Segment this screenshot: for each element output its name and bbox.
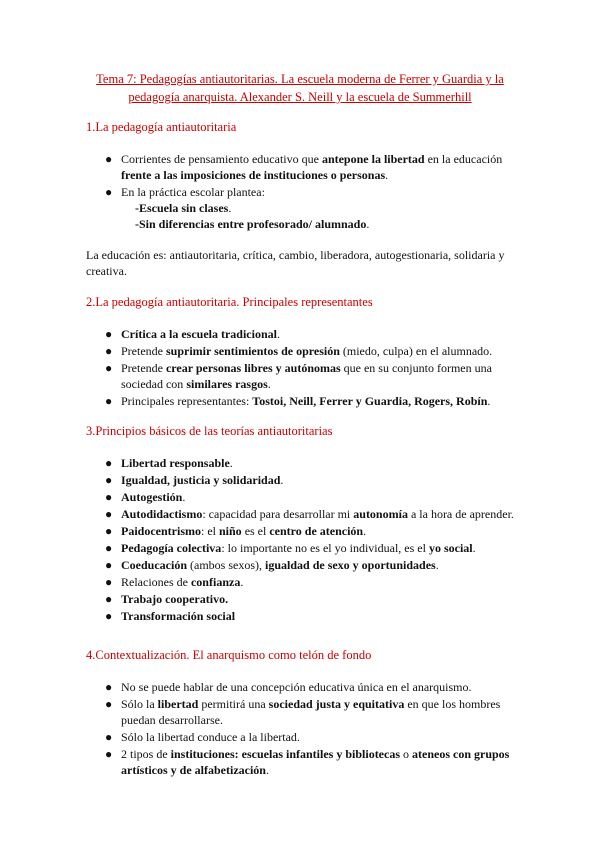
sub-item: -Sin diferencias entre profesorado/ alumnado.: [135, 217, 370, 231]
list-item: ● Autogestión.: [105, 490, 186, 504]
section-1-list: [86, 151, 526, 233]
bullet-icon: ●: [105, 394, 113, 408]
bullet-icon: ●: [105, 747, 113, 761]
list-item: ● Coeducación (ambos sexos), igualdad de sexo y oportunidades.: [105, 558, 439, 572]
list-item: ● Libertad responsable.: [105, 456, 233, 470]
bullet-icon: ●: [105, 558, 113, 572]
document-title: Tema 7: Pedagogías antiautoritarias. La escuela moderna de Ferrer y Guardia y la pedagogía anarquista. Alexander S. Neill y la escuela de Summerhill: [96, 72, 504, 104]
section-4-heading: 4.Contextualización. El anarquismo como telón de fondo: [86, 648, 372, 662]
list-item: ● Transformación social: [105, 609, 236, 623]
section-3-heading: 3.Principios básicos de las teorías antiautoritarias: [86, 424, 333, 438]
list-item: ● Corrientes de pensamiento educativo que antepone la libertad en la educación frente a las imposiciones de instituciones o personas.: [105, 152, 503, 182]
bullet-icon: ●: [105, 507, 113, 521]
bullet-icon: ●: [105, 680, 113, 694]
list-item: ● Pretende suprimir sentimientos de opresión (miedo, culpa) en el alumnado.: [105, 344, 493, 358]
list-item: ● En la práctica escolar plantea: -Escuela sin clases. -Sin diferencias entre profesorado/ alumnado.: [86, 184, 526, 232]
bullet-icon: ●: [105, 490, 113, 504]
list-item: ● Crítica a la escuela tradicional.: [105, 327, 280, 341]
section-2-heading: 2.La pedagogía antiautoritaria. Principales representantes: [86, 295, 373, 309]
sub-item: -Escuela sin clases.: [135, 201, 232, 215]
bullet-icon: ●: [105, 456, 113, 470]
list-item: ● Autodidactismo: capacidad para desarrollar mi autonomía a la hora de aprender.: [105, 507, 514, 521]
bullet-icon: ●: [105, 609, 113, 623]
section-3-list: [86, 455, 526, 625]
list-item: ● Pretende crear personas libres y autónomas que en su conjunto formen una sociedad con similares rasgos.: [105, 361, 492, 391]
list-item: ● Paidocentrismo: el niño es el centro de atención.: [105, 524, 367, 538]
bullet-icon: ●: [105, 524, 113, 538]
list-item: ● Sólo la libertad permitirá una sociedad justa y equitativa en que los hombres puedan desarrollarse.: [105, 697, 501, 727]
section-1-heading: 1.La pedagogía antiautoritaria: [86, 120, 237, 134]
education-paragraph: La educación es: antiautoritaria, crítica, cambio, liberadora, autogestionaria, solidaria y creativa.: [86, 248, 505, 278]
bullet-icon: ●: [105, 152, 113, 166]
list-item: ● No se puede hablar de una concepción educativa única en el anarquismo.: [105, 680, 472, 694]
bullet-icon: ●: [105, 730, 113, 744]
list-item: ● Pedagogía colectiva: lo importante no es el yo individual, es el yo social.: [105, 541, 476, 555]
list-item: ● Sólo la libertad conduce a la libertad.: [105, 730, 300, 744]
bullet-icon: ●: [105, 697, 113, 711]
bullet-icon: ●: [105, 592, 113, 606]
list-item: ● Relaciones de confianza.: [105, 575, 244, 589]
list-item: ● Trabajo cooperativo.: [105, 592, 229, 606]
bullet-icon: ●: [105, 541, 113, 555]
bullet-icon: ●: [105, 185, 113, 199]
list-item: ● 2 tipos de instituciones: escuelas infantiles y bibliotecas o ateneos con grupos artísticos y de alfabetización.: [105, 747, 510, 777]
list-item: ● Igualdad, justicia y solidaridad.: [105, 473, 284, 487]
section-4-list: [86, 679, 526, 779]
bullet-icon: ●: [105, 473, 113, 487]
bullet-icon: ●: [105, 361, 113, 375]
bullet-icon: ●: [105, 344, 113, 358]
list-item: ● Principales representantes: Tostoi, Neill, Ferrer y Guardia, Rogers, Robín.: [105, 394, 491, 408]
bullet-icon: ●: [105, 327, 113, 341]
section-2-list: [86, 326, 526, 410]
bullet-icon: ●: [105, 575, 113, 589]
